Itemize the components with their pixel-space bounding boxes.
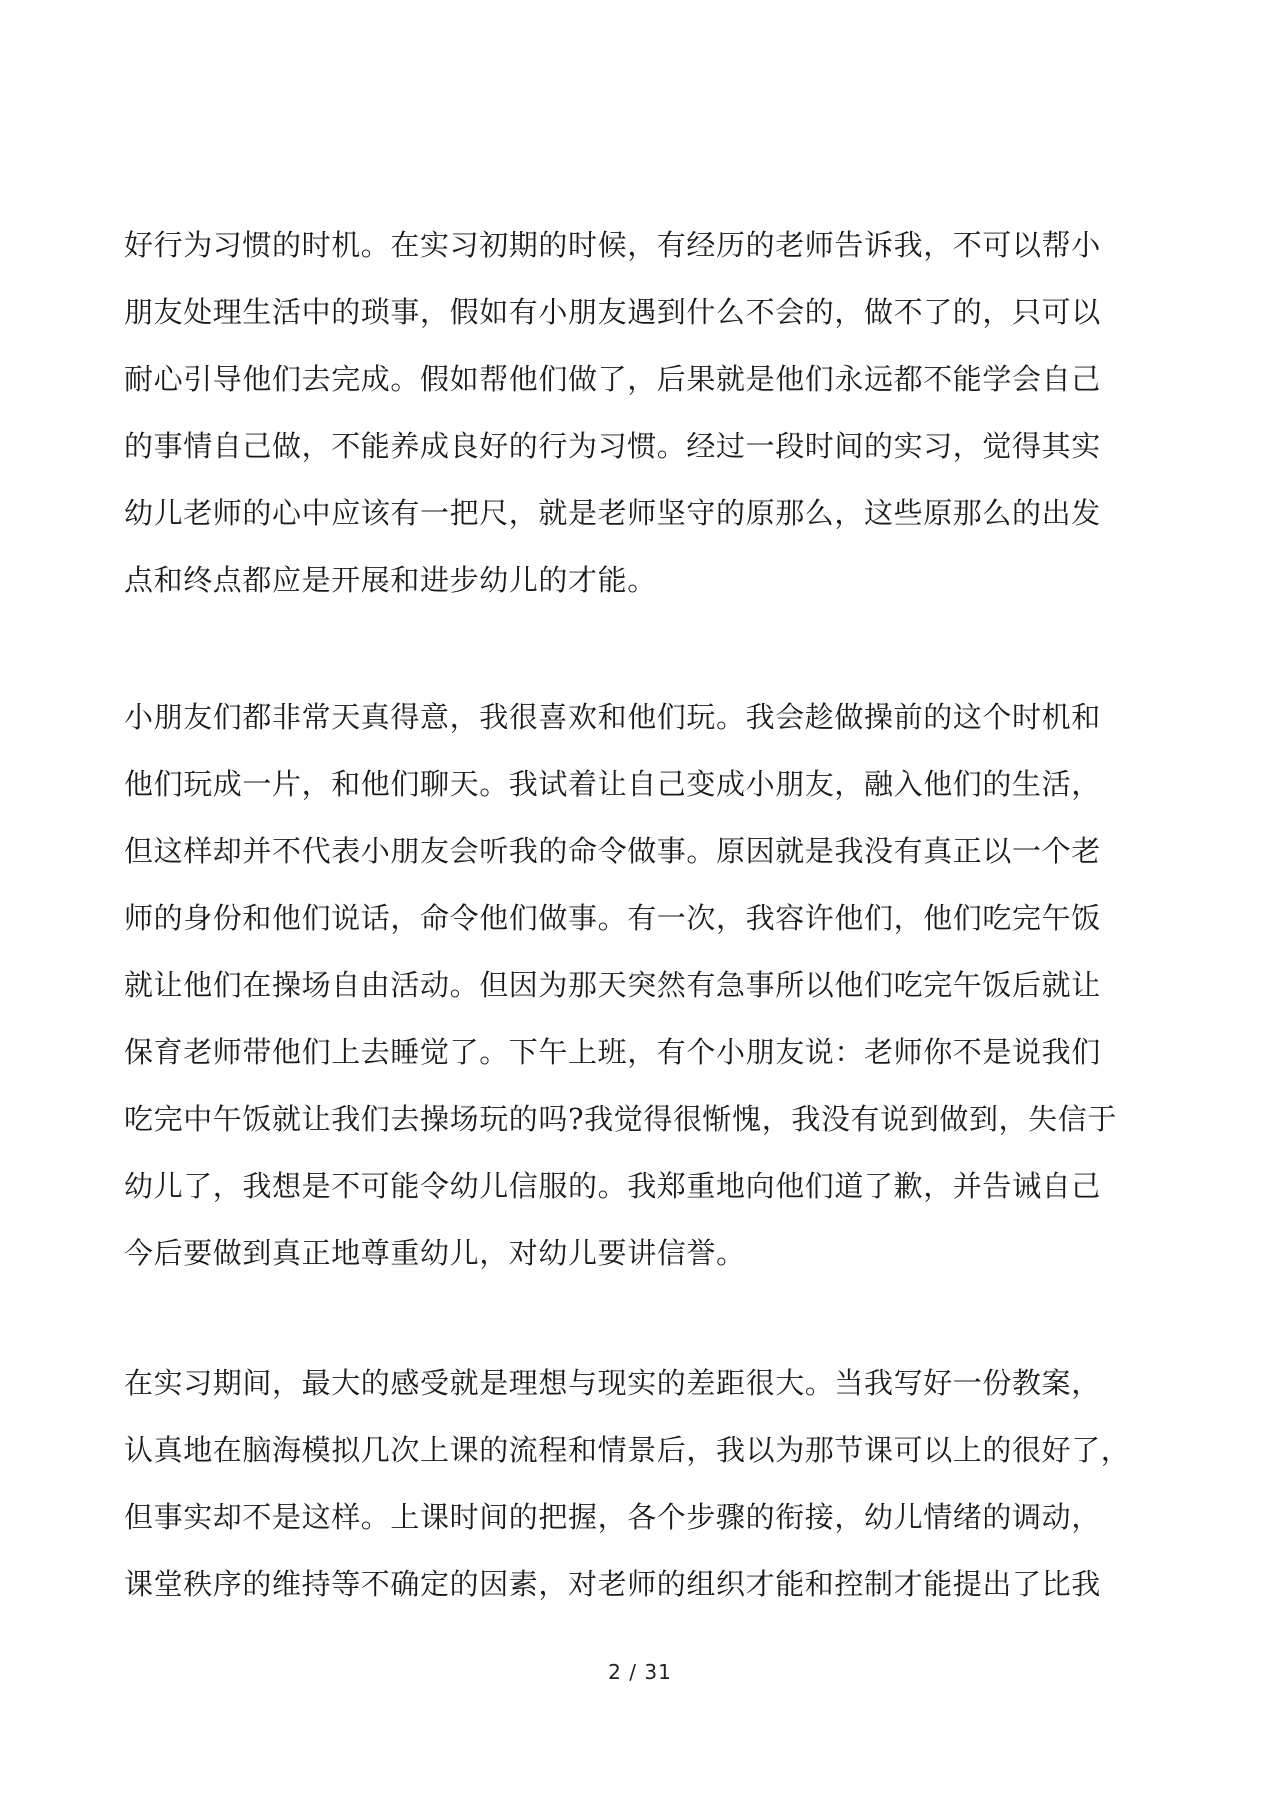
text-line: 的事情自己做，不能养成良好的行为习惯。经过一段时间的实习，觉得其实 [124, 429, 1101, 463]
text-line: 但这样却并不代表小朋友会听我的命令做事。原因就是我没有真正以一个老 [124, 834, 1101, 868]
text-line: 认真地在脑海模拟几次上课的流程和情景后，我以为那节课可以上的很好了， [124, 1433, 1131, 1467]
text-line: 就让他们在操场自由活动。但因为那天突然有急事所以他们吃完午饭后就让 [124, 968, 1101, 1002]
text-line: 课堂秩序的维持等不确定的因素，对老师的组织才能和控制才能提出了比我 [124, 1567, 1101, 1601]
text-line: 他们玩成一片，和他们聊天。我试着让自己变成小朋友，融入他们的生活， [124, 767, 1101, 801]
paragraph [124, 1350, 1160, 1618]
text-line: 耐心引导他们去完成。假如帮他们做了，后果就是他们永远都不能学会自己 [124, 362, 1101, 396]
text-line: 小朋友们都非常天真得意，我很喜欢和他们玩。我会趁做操前的这个时机和 [124, 700, 1101, 734]
text-line: 吃完中午饭就让我们去操场玩的吗?我觉得很惭愧，我没有说到做到，失信于 [124, 1102, 1117, 1136]
text-line: 师的身份和他们说话，命令他们做事。有一次，我容许他们，他们吃完午饭 [124, 901, 1101, 935]
text-line: 幼儿老师的心中应该有一把尺，就是老师坚守的原那么，这些原那么的出发 [124, 496, 1101, 530]
text-line: 幼儿了，我想是不可能令幼儿信服的。我郑重地向他们道了歉，并告诫自己 [124, 1169, 1101, 1203]
page-number: 2 / 31 [608, 1660, 672, 1684]
paragraph [124, 684, 1160, 1287]
paragraph [124, 212, 1160, 614]
text-line: 保育老师带他们上去睡觉了。下午上班，有个小朋友说：老师你不是说我们 [124, 1035, 1101, 1069]
text-line: 好行为习惯的时机。在实习初期的时候，有经历的老师告诉我，不可以帮小 [124, 228, 1101, 262]
text-line: 在实习期间，最大的感受就是理想与现实的差距很大。当我写好一份教案， [124, 1366, 1101, 1400]
text-line: 朋友处理生活中的琐事，假如有小朋友遇到什么不会的，做不了的，只可以 [124, 295, 1101, 329]
text-line: 今后要做到真正地尊重幼儿，对幼儿要讲信誉。 [124, 1236, 746, 1270]
text-line: 点和终点都应是开展和进步幼儿的才能。 [124, 563, 657, 597]
text-line: 但事实却不是这样。上课时间的把握，各个步骤的衔接，幼儿情绪的调动， [124, 1500, 1101, 1534]
